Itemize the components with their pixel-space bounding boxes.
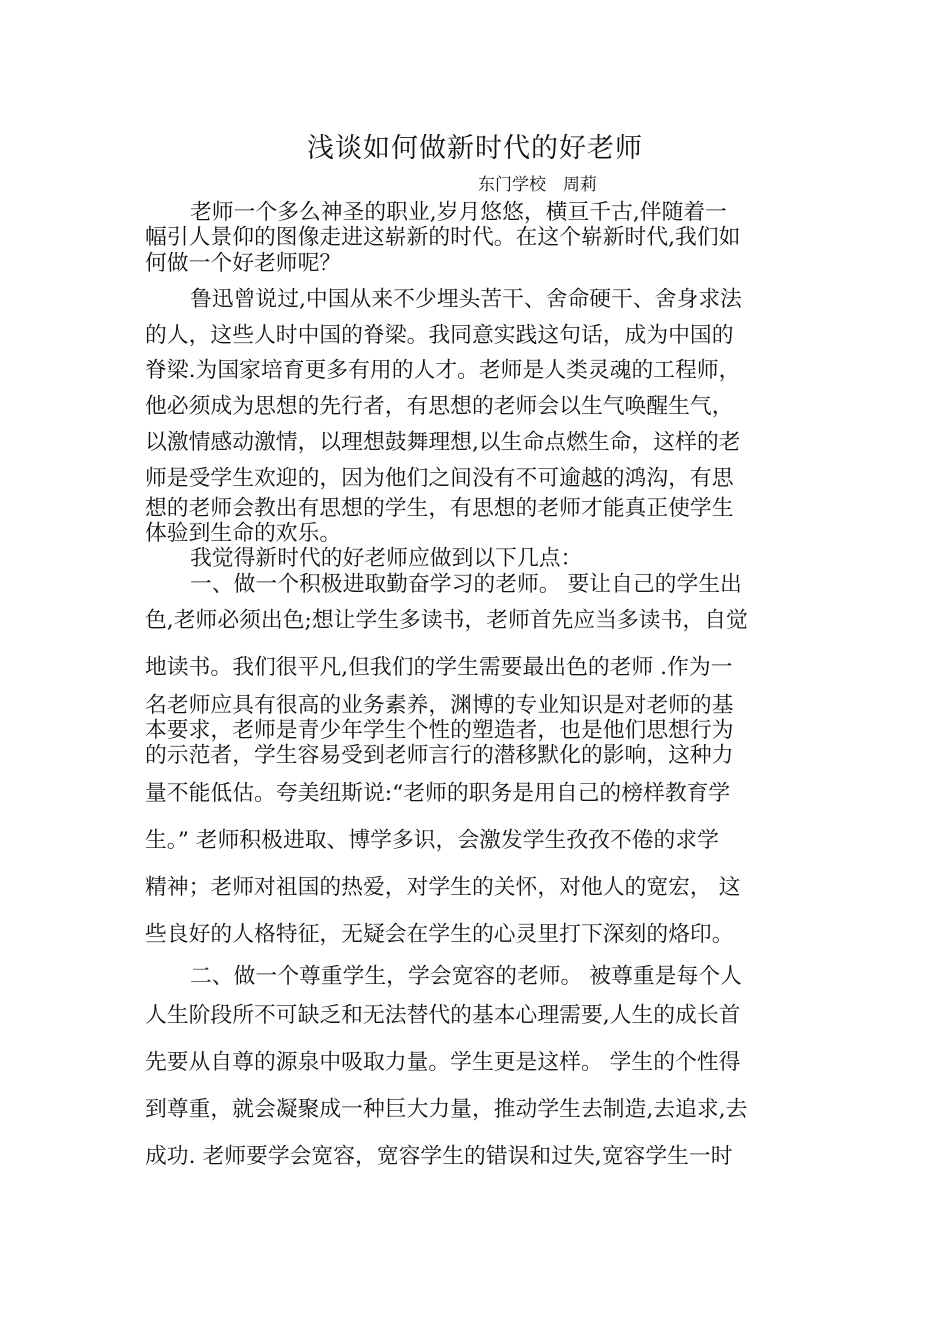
text-line: 一、做一个积极进取勤奋学习的老师。 要让自己的学生出 — [190, 572, 742, 597]
text-line: 幅引人景仰的图像走进这崭新的时代。在这个崭新时代,我们如 — [145, 225, 741, 250]
text-line: 本要求，老师是青少年学生个性的塑造者，也是他们思想行为 — [145, 718, 734, 743]
text-line: 的示范者，学生容易受到老师言行的潜移默化的影响，这种力 — [145, 743, 734, 768]
text-line: 想的老师会教出有思想的学生，有思想的老师才能真正使学生 — [145, 496, 734, 521]
text-line: 师是受学生欢迎的，因为他们之间没有不可逾越的鸿沟，有思 — [145, 466, 734, 491]
text-line: 地读书。我们很平凡,但我们的学生需要最出色的老师 .作为一 — [145, 655, 733, 680]
text-line: 生。” 老师积极进取、博学多识，会激发学生孜孜不倦的求学 — [145, 828, 719, 853]
text-line: 鲁迅曾说过,中国从来不少埋头苦干、舍命硬干、舍身求法 — [190, 287, 742, 312]
text-line: 我觉得新时代的好老师应做到以下几点： — [190, 546, 583, 571]
text-line: 人生阶段所不可缺乏和无法替代的基本心理需要,人生的成长首 — [145, 1003, 741, 1028]
document-title: 浅谈如何做新时代的好老师 — [307, 133, 643, 164]
text-line: 量不能低估。夸美纽斯说:“老师的职务是用自己的榜样教育学 — [145, 781, 731, 806]
text-line: 二、做一个尊重学生，学会宽容的老师。 被尊重是每个人 — [190, 964, 742, 989]
text-line: 老师一个多么神圣的职业,岁月悠悠，横亘千古,伴随着一 — [190, 200, 727, 225]
text-line: 的人，这些人时中国的脊梁。我同意实践这句话，成为中国的 — [145, 323, 734, 348]
text-line: 先要从自尊的源泉中吸取力量。学生更是这样。 学生的个性得 — [145, 1050, 741, 1075]
text-line: 他必须成为思想的先行者，有思想的老师会以生气唤醒生气， — [145, 394, 734, 419]
text-line: 到尊重，就会凝聚成一种巨大力量，推动学生去制造,去追求,去 — [145, 1097, 748, 1122]
text-line: 脊梁.为国家培育更多有用的人才。老师是人类灵魂的工程师， — [145, 358, 741, 383]
text-line: 名老师应具有很高的业务素养，渊博的专业知识是对老师的基 — [145, 693, 734, 718]
text-line: 精神；老师对祖国的热爱，对学生的关怀，对他人的宽宏， 这 — [145, 875, 741, 900]
text-line: 些良好的人格特征，无疑会在学生的心灵里打下深刻的烙印。 — [145, 922, 734, 947]
text-line: 以激情感动激情，以理想鼓舞理想,以生命点燃生命，这样的老 — [145, 430, 741, 455]
text-line: 成功. 老师要学会宽容，宽容学生的错误和过失,宽容学生一时 — [145, 1144, 733, 1169]
text-line: 何做一个好老师呢？ — [145, 251, 342, 276]
author-line: 东门学校 周莉 — [478, 175, 597, 195]
text-line: 体验到生命的欢乐。 — [145, 521, 342, 546]
text-line: 色,老师必须出色;想让学生多读书，老师首先应当多读书，自觉 — [145, 608, 748, 633]
